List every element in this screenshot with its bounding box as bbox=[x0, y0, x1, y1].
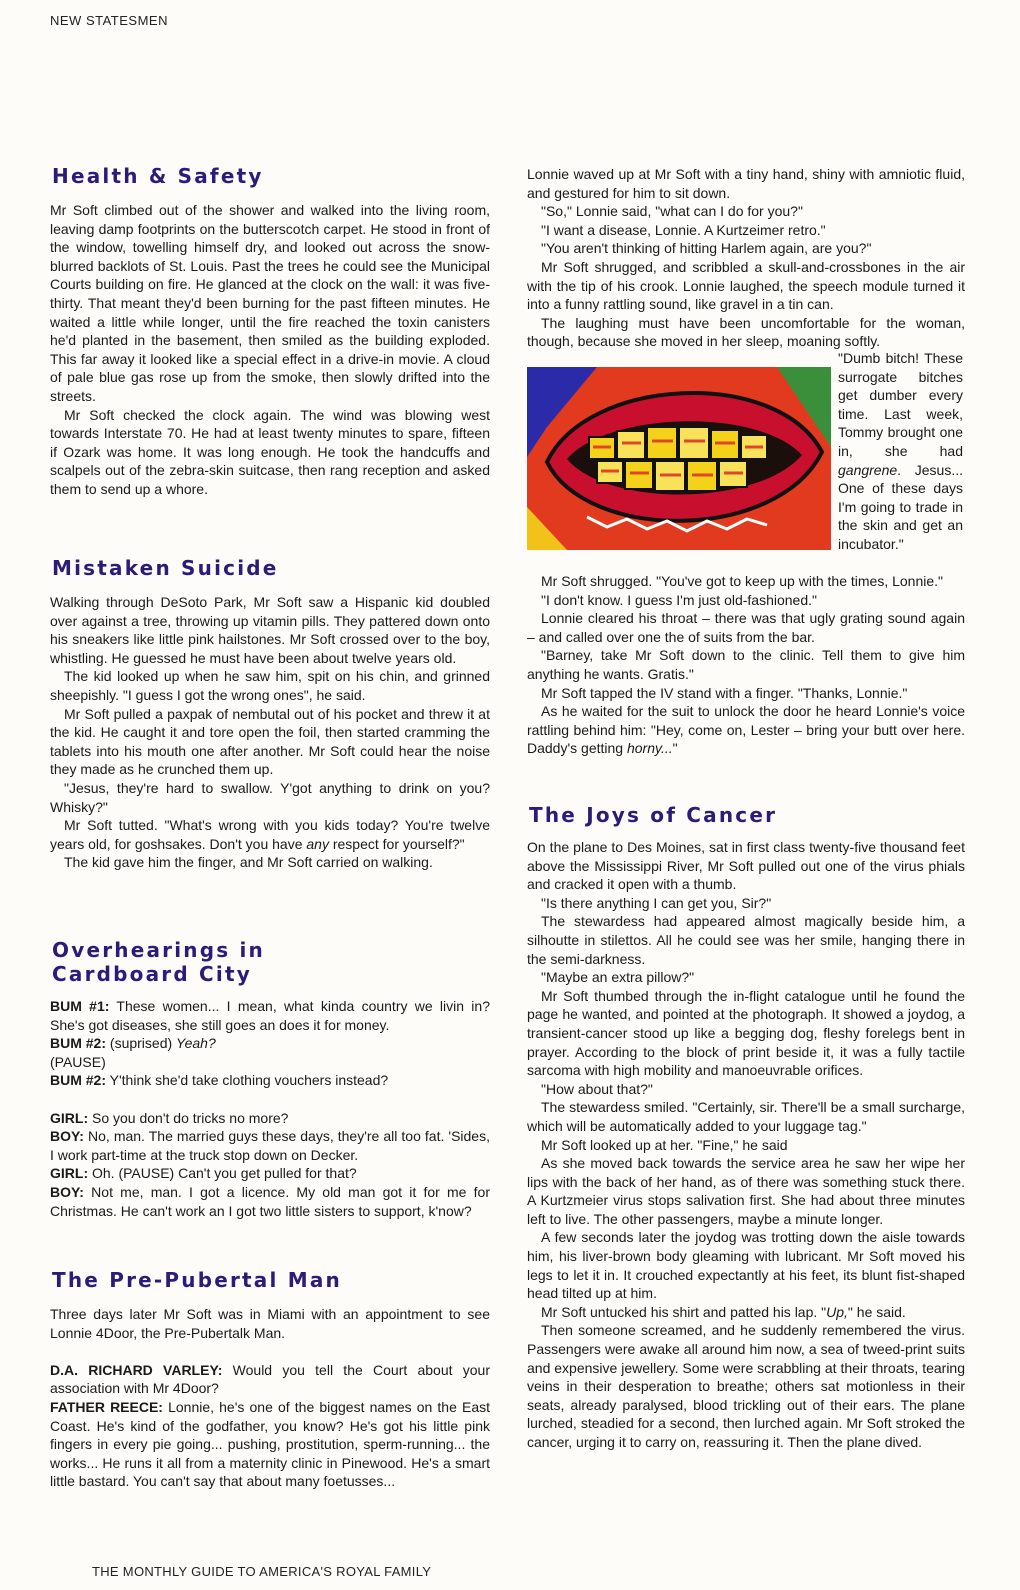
dialog-line bbox=[50, 1127, 490, 1164]
emphasis: gangrene bbox=[838, 461, 898, 478]
paragraph: On the plane to Des Moines, sat in first class twenty-five thousand feet above the Mississippi River, Mr Soft pulled out one of the virus phials and cracked it open with a thumb. bbox=[527, 839, 965, 893]
teeth bbox=[589, 427, 767, 491]
text: " he said. bbox=[847, 1303, 906, 1320]
paragraph: "How about that?" bbox=[541, 1080, 653, 1097]
paragraph: "Jesus, they're hard to swallow. Y'got anything to drink on you? Whisky?" bbox=[50, 779, 490, 815]
paragraph: As she moved back towards the service area he saw her wipe her lips with the back of her hand, as of there was something stuck there. A Kurtzmeier virus stops salivation first. She had about three minutes left to live. The other passengers, maybe a minute longer. bbox=[527, 1155, 965, 1227]
paragraph bbox=[838, 349, 963, 554]
paragraph bbox=[527, 1303, 965, 1322]
paragraph: "Is there anything I can get you, Sir?" bbox=[541, 894, 772, 911]
speaker: BUM #2: bbox=[50, 1072, 107, 1089]
section-health-safety bbox=[50, 201, 490, 499]
speaker: GIRL: bbox=[50, 1165, 89, 1182]
line-text: Y'think she'd take clothing vouchers instead? bbox=[106, 1072, 389, 1089]
emphasis: Yeah? bbox=[176, 1035, 216, 1052]
heading-joys-of-cancer: The Joys of Cancer bbox=[529, 803, 778, 827]
paragraph: The kid looked up when he saw him, spit on his chin, and grinned sheepishly. "I guess I got the wrong ones", he said. bbox=[50, 668, 490, 703]
dialog-line bbox=[50, 1071, 490, 1090]
running-foot: THE MONTHLY GUIDE TO AMERICA'S ROYAL FAMILY bbox=[92, 1564, 432, 1579]
dialog-line bbox=[50, 997, 490, 1034]
line-text: So you don't do tricks no more? bbox=[88, 1109, 289, 1126]
paragraph: Mr Soft thumbed through the in-flight catalogue until he found the page he wanted, and pointed at the photograph. It showed a joydog, a transient-cancer stood up like a begging dog, fleshy forelegs bent in prayer. According to the block of print beside it, it was a fully tactile sarcoma with high mobility and manoeuvrable orifices. bbox=[527, 987, 965, 1079]
mouth-illustration bbox=[527, 367, 831, 550]
paragraph: Mr Soft tapped the IV stand with a finger. "Thanks, Lonnie." bbox=[541, 684, 908, 701]
paragraph: "So," Lonnie said, "what can I do for you?" bbox=[541, 203, 803, 220]
paragraph: Mr Soft checked the clock again. The wind was blowing west towards Interstate 70. He had at least twenty minutes to spare, fifteen if Ozark was home. It was long enough. He took the handcuffs and scalpels out of the zebra-skin suitcase, then rang reception and asked them to send up a whore. bbox=[50, 406, 490, 497]
text: "Dumb bitch! These surrogate bitches get dumber every time. Last week, Tommy brought one in, she had bbox=[838, 350, 963, 459]
text: respect for yourself?" bbox=[328, 835, 465, 852]
paragraph: "I don't know. I guess I'm just old-fashioned." bbox=[541, 591, 817, 608]
paragraph: Mr Soft looked up at her. "Fine," he said bbox=[541, 1136, 788, 1153]
section-mistaken-suicide bbox=[50, 593, 490, 872]
section-lonnie bbox=[527, 165, 965, 351]
line-text: These women... I mean, what kinda country we livin in? She's got diseases, she still goes an does it for money. bbox=[50, 998, 490, 1033]
dialog-line bbox=[50, 1183, 490, 1220]
dialog-line bbox=[50, 1361, 490, 1398]
tooth bbox=[625, 461, 653, 489]
paragraph: The laughing must have been uncomfortable for the woman, though, because she moved in her sleep, moaning softly. bbox=[527, 314, 965, 350]
line-text: Not me, man. I got a licence. My old man got it for me for Christmas. He can't work an I got two little sisters to support, k'now? bbox=[50, 1183, 490, 1219]
spacer bbox=[50, 1342, 490, 1361]
paragraph: Lonnie cleared his throat – there was that ugly grating sound again – and called over one the of suits from the bar. bbox=[527, 610, 965, 645]
paragraph: Mr Soft shrugged. "You've got to keep up with the times, Lonnie." bbox=[541, 573, 944, 589]
speaker: BUM #2: bbox=[50, 1035, 107, 1052]
paragraph: "Maybe an extra pillow?" bbox=[541, 969, 695, 986]
text: Mr Soft tutted. "What's wrong with you kids today? You're twelve years old, for goshsakes. Don't you have bbox=[50, 817, 490, 852]
paragraph: Walking through DeSoto Park, Mr Soft saw a Hispanic kid doubled over against a tree, throwing up vitamin pills. They pattered down onto his sneakers like little pink hailstones. Mr Soft crossed over to the boy, whistling. He guessed he must have been about twelve years old. bbox=[50, 594, 490, 666]
dialog-line bbox=[50, 1109, 490, 1128]
text: As he waited for the suit to unlock the door he heard Lonnie's voice rattling behind him: "Hey, come on, Lester – bring your butt over here. Daddy's getting bbox=[527, 703, 965, 757]
paragraph: "You aren't thinking of hitting Harlem again, are you?" bbox=[541, 240, 872, 257]
emphasis: horny... bbox=[626, 740, 673, 757]
spacer bbox=[50, 1090, 490, 1109]
line-text: (suprised) bbox=[106, 1035, 177, 1052]
heading-line: Cardboard City bbox=[52, 962, 252, 986]
paragraph: Mr Soft climbed out of the shower and walked into the living room, leaving damp footprints on the butterscotch carpet. He stood in front of the window, towelling himself dry, and looked out across the snow-blurred backlots of St. Louis. Past the trees he could see the Municipal Courts building on fire. He glanced at the clock on the wall: it was five-thirty. That meant they'd been burning for the past fifteen minutes. He waited a little while longer, until the fire reached the toxin canisters he'd planted in the basement, then smiled as the building exploded. This far away it looked like a special effect in a drive-in movie. A cloud of pale blue gas rose up from the smoke, then slowly drifted into the streets. bbox=[50, 202, 490, 404]
paragraph: Then someone screamed, and he suddenly remembered the virus. Passengers were awake all around him now, a sea of tweed-print suits and expensive jewellery. Some were scrabbling at their throats, tearing veins in their desperation to breathe; others sat motionless in their seats, already paralysed, blood trickling out of their ears. The plane lurched, steadied for a second, then lurched again. Mr Soft stroked the cancer, urging it to carry on, reassuring it. Then the plane dived. bbox=[527, 1322, 965, 1450]
dialog-line bbox=[50, 1398, 490, 1491]
section-lonnie-continued bbox=[527, 572, 965, 758]
section-joys-of-cancer bbox=[527, 838, 965, 1452]
speaker: D.A. RICHARD VARLEY: bbox=[50, 1361, 223, 1378]
paragraph: Lonnie waved up at Mr Soft with a tiny hand, shiny with amniotic fluid, and gestured for him to sit down. bbox=[527, 166, 965, 201]
mouth-illustration-svg bbox=[527, 367, 831, 550]
text: " bbox=[672, 740, 678, 757]
line-text: Oh. (PAUSE) Can't you get pulled for that? bbox=[88, 1165, 357, 1182]
paragraph: Mr Soft shrugged, and scribbled a skull-and-crossbones in the air with the tip of his crook. Lonnie laughed, the speech module turned it into a funny rattling sound, like gravel in a tin can. bbox=[527, 258, 965, 313]
paragraph bbox=[527, 702, 965, 758]
text: Mr Soft untucked his shirt and patted his lap. " bbox=[541, 1303, 827, 1320]
speaker: FATHER REECE: bbox=[50, 1398, 163, 1415]
paragraph: The stewardess smiled. "Certainly, sir. There'll be a small surcharge, which will be automatically added to your luggage tag." bbox=[527, 1099, 965, 1134]
speaker: BUM #1: bbox=[50, 998, 110, 1014]
paragraph: The stewardess had appeared almost magically beside him, a silhoutte in stilettos. All he could see was her smile, hanging there in the semi-darkness. bbox=[527, 913, 965, 967]
dialog-line bbox=[50, 1034, 490, 1053]
wrapped-quote bbox=[838, 349, 963, 554]
tooth bbox=[617, 431, 645, 459]
paragraph: Three days later Mr Soft was in Miami with an appointment to see Lonnie 4Door, the Pre-Pubertalk Man. bbox=[50, 1306, 490, 1341]
speaker: BOY: bbox=[50, 1183, 84, 1200]
paragraph: "I want a disease, Lonnie. A Kurtzeimer retro." bbox=[541, 221, 826, 238]
dialog-line bbox=[50, 1164, 490, 1183]
paragraph: Mr Soft pulled a paxpak of nembutal out of his pocket and threw it at the kid. He caught it and tore open the foil, then started cramming the tablets into his mouth one after another. Mr Soft could hear the noise they made as he crunched them up. bbox=[50, 705, 490, 778]
dialog-line: (PAUSE) bbox=[50, 1053, 106, 1070]
paragraph: "Barney, take Mr Soft down to the clinic. Tell them to give him anything he wants. Gratis." bbox=[527, 647, 965, 682]
section-overhearings bbox=[50, 997, 490, 1220]
tooth bbox=[647, 427, 677, 459]
emphasis: any bbox=[306, 835, 329, 852]
tooth bbox=[679, 427, 709, 459]
section-pre-pubertal-man bbox=[50, 1305, 490, 1491]
heading-overhearings bbox=[52, 938, 265, 986]
text: . Jesus... One of these days I'm going to trade in the skin and get an incubator." bbox=[838, 461, 963, 552]
line-text: No, man. The married guys these days, they're all too fat. 'Sides, I work part-time at the truck stop down on Decker. bbox=[50, 1128, 490, 1163]
speaker: BOY: bbox=[50, 1128, 84, 1145]
speaker: GIRL: bbox=[50, 1109, 89, 1126]
paragraph: The kid gave him the finger, and Mr Soft carried on walking. bbox=[64, 854, 433, 871]
line-text: Would you tell the Court about your association with Mr 4Door? bbox=[50, 1361, 491, 1397]
heading-mistaken-suicide: Mistaken Suicide bbox=[52, 556, 279, 580]
running-head: NEW STATESMEN bbox=[50, 13, 168, 28]
heading-line: Overhearings in bbox=[52, 938, 265, 962]
paragraph bbox=[50, 816, 490, 853]
heading-pre-pubertal-man: The Pre-Pubertal Man bbox=[52, 1268, 342, 1292]
paragraph: A few seconds later the joydog was trotting down the aisle towards him, his liver-brown body gleaming with lubricant. Mr Soft moved his legs to let it in. It crouched expectantly at his feet, its blunt fist-shaped head tilted up at him. bbox=[527, 1229, 965, 1302]
line-text: Lonnie, he's one of the biggest names on the East Coast. He's kind of the godfather, you know? He's got his little pink fingers in every pie going... pushing, prostitution, sperm-running... the works... He runs it all from a maternity clinic in Pinewood. He's a smart little bastard. You can't say that about many foetusses... bbox=[50, 1398, 491, 1490]
heading-health-safety: Health & Safety bbox=[52, 164, 264, 188]
emphasis: Up, bbox=[826, 1303, 848, 1320]
